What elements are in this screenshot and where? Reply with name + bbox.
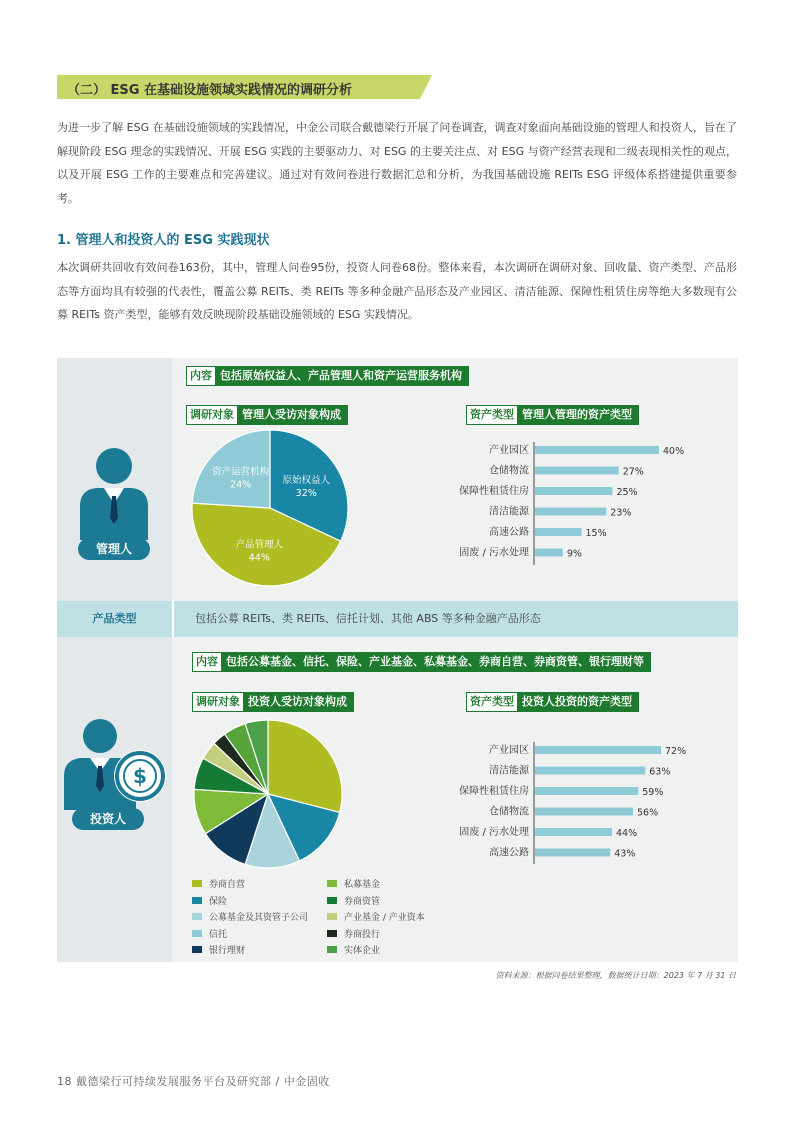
investor-bar-category-1: 清洁能源 [489,765,529,777]
legend-swatch [192,880,202,887]
legend-label: 私募基金 [344,880,381,890]
legend-label: 银行理财 [209,946,246,956]
manager-content-tag [186,366,469,386]
investor-asset-value: 投资人投资的资产类型 [522,695,632,708]
manager-bar-category-0: 产业园区 [489,445,529,456]
manager-bar-chart [440,438,710,568]
manager-bar-value-5: 9% [566,548,582,560]
investor-content-key: 内容 [193,653,221,671]
subsection-title: 1. 管理人和投资人的 ESG 实践现状 [57,233,270,248]
page-footer: 18 戴德梁行可持续发展服务平台及研究部 / 中金固收 [57,1075,330,1088]
product-type-separator [172,601,174,637]
investor-pie-legend [192,877,452,956]
manager-pie-slice-name-1: 产品管理人 [235,539,284,551]
investor-bar-bar-1 [535,767,645,775]
investor-bar-category-2: 保障性租赁住房 [459,786,529,797]
manager-pie-slice-name-2: 资产运营机构 [212,466,270,478]
investor-bar-value-1: 63% [649,766,671,778]
investor-survey-value: 投资人受访对象构成 [248,695,347,708]
manager-asset-tag [466,405,639,425]
investor-legend-item [327,910,452,923]
manager-bar-category-3: 清洁能源 [489,506,529,518]
investor-bar-category-0: 产业园区 [489,745,529,756]
investor-bar-value-2: 59% [642,787,664,798]
investor-legend-item [192,877,327,890]
investor-person-icon [62,716,172,812]
manager-bar-category-2: 保障性租赁住房 [459,486,529,497]
product-type-text: 包括公募 REITs、类 REITs、信托计划、其他 ABS 等多种金融产品形态 [195,612,541,625]
legend-label: 券商资管 [344,896,381,907]
manager-bar-category-1: 仓储物流 [489,465,529,477]
legend-label: 实体企业 [344,946,381,956]
manager-bar-bar-4 [535,528,582,536]
manager-bar-value-3: 23% [610,507,632,519]
manager-content-key: 内容 [187,367,215,385]
investor-bar-value-0: 72% [665,746,687,757]
manager-asset-key: 资产类型 [467,406,517,424]
investor-bar-bar-2 [535,787,638,795]
manager-bar-bar-3 [535,508,606,516]
investor-legend-item [192,910,327,923]
legend-swatch [327,897,337,904]
legend-label: 产业基金 / 产业资本 [344,913,425,923]
investor-bar-value-4: 44% [616,828,638,839]
legend-label: 券商自营 [209,880,246,890]
investor-bar-bar-0 [535,746,661,754]
manager-pie-slice-value-0: 32% [295,488,317,500]
investor-bar-bar-3 [535,808,633,816]
manager-survey-tag [186,405,348,425]
investor-legend-item [327,894,452,907]
manager-survey-key: 调研对象 [187,406,237,424]
manager-pie-slice-name-0: 原始权益人 [282,475,330,487]
legend-swatch [327,880,337,887]
product-type-label: 产品类型 [92,612,137,625]
investor-bar-category-5: 高速公路 [489,847,529,859]
manager-bar-category-5: 固废 / 污水处理 [459,547,529,559]
investor-content-tag [192,652,651,672]
intro-paragraph: 为进一步了解 ESG 在基础设施领域的实践情况，中金公司联合戴德梁行开展了问卷调查，调查对象面向基础设施的管理人和投资人，旨在了解现阶段 ESG 理念的实践情况、开展 ESG 实践的主要驱动力、对 ESG 的主要关注点、对 ESG 与资产经营表现和二级表现相关性的观点，以及开展 ESG 工作的主要难点和完善建议。通过对有效问卷进行数据汇总和分析，为我国基础设施 REITs ESG 评级体系搭建提供重要参考。 [57,121,737,205]
investor-legend-item [327,877,452,890]
section-header [57,75,432,99]
legend-swatch [327,930,337,937]
investor-content-value: 包括公募基金、信托、保险、产业基金、私募基金、券商自营、券商资管、银行理财等 [226,655,644,668]
legend-label: 保险 [209,896,228,907]
investor-asset-key: 资产类型 [467,693,517,711]
legend-label: 公募基金及其资管子公司 [209,913,309,923]
investor-legend-item [327,927,452,940]
manager-bar-value-2: 25% [616,487,638,498]
legend-swatch [327,946,337,953]
survey-paragraph: 本次调研共回收有效问卷163份，其中，管理人问卷95份，投资人问卷68份。整体来看，本次调研在调研对象、回收量、资产类型、产品形态等方面均具有较强的代表性，覆盖公募 REITs、类 REITs 等多种金融产品形态及产业园区、清洁能源、保障性租赁住房等绝大多数现有公募 REITs 资产类型，能够有效反映现阶段基础设施领域的 ESG 实践情况。 [57,261,737,321]
investor-bar-chart [440,740,710,864]
investor-legend-item [327,943,452,956]
investor-legend-item [192,927,327,940]
investor-bar-bar-5 [535,849,610,857]
manager-label: 管理人 [78,538,150,560]
manager-bar-value-0: 40% [663,446,685,457]
investor-bar-bar-4 [535,828,612,836]
manager-pie-chart [190,428,352,590]
manager-bar-bar-5 [535,549,563,557]
manager-content-value: 包括原始权益人、产品管理人和资产运营服务机构 [220,369,462,382]
manager-person-icon [76,444,152,542]
manager-asset-value: 管理人管理的资产类型 [522,408,632,421]
manager-bar-value-4: 15% [585,528,607,539]
manager-survey-value: 管理人受访对象构成 [242,408,341,421]
investor-legend-item [192,943,327,956]
section-title: （二） ESG 在基础设施领域实践情况的调研分析 [67,83,352,98]
investor-survey-tag [192,692,354,712]
investor-bar-value-5: 43% [614,848,636,860]
legend-swatch [192,946,202,953]
svg-text:$: $ [133,764,147,788]
manager-bar-bar-2 [535,487,613,495]
manager-pie-slice-value-2: 24% [230,479,252,491]
manager-bar-category-4: 高速公路 [489,527,529,538]
manager-bar-bar-1 [535,467,619,475]
investor-label: 投资人 [72,808,144,830]
legend-swatch [327,913,337,920]
legend-label: 券商投行 [344,929,381,940]
investor-bar-category-4: 固废 / 污水处理 [459,827,529,838]
investor-legend-item [192,894,327,907]
investor-asset-tag [466,692,639,712]
investor-bar-category-3: 仓储物流 [489,806,529,818]
legend-swatch [192,897,202,904]
investor-survey-key: 调研对象 [193,693,243,711]
investor-pie-chart [190,718,350,874]
source-note: 资料来源：根据问卷结果整理，数据统计日期：2023 年 7 月 31 日 [495,971,736,980]
legend-label: 信托 [209,929,228,940]
legend-swatch [192,913,202,920]
manager-bar-value-1: 27% [622,466,644,478]
investor-bar-value-3: 56% [637,807,659,819]
legend-swatch [192,930,202,937]
manager-pie-slice-value-1: 44% [248,552,270,564]
manager-bar-bar-0 [535,446,659,454]
